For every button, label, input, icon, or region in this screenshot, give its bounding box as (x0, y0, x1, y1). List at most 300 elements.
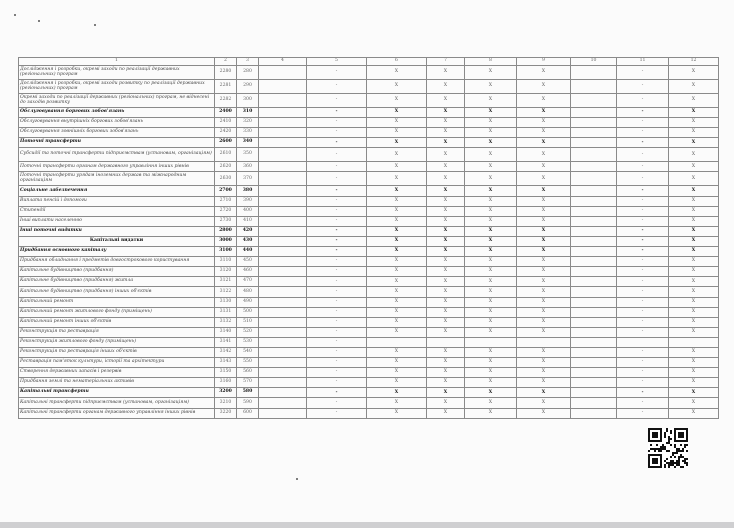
table-row (19, 347, 719, 357)
row-line-number: 600 (237, 408, 259, 418)
row-value-cell: X (669, 172, 719, 186)
row-value-cell: X (517, 196, 571, 206)
row-line-number: 300 (237, 94, 259, 108)
row-value-cell: X (367, 257, 427, 267)
column-number-cell: 4 (259, 58, 307, 66)
row-value-cell: - (617, 108, 669, 118)
row-value-cell: X (517, 206, 571, 216)
row-code: 3122 (215, 287, 237, 297)
row-line-number: 480 (237, 287, 259, 297)
row-value-cell: X (427, 408, 465, 418)
row-code: 2630 (215, 172, 237, 186)
row-line-number: 390 (237, 196, 259, 206)
row-label: Обслуговування зовнішніх боргових зобов'язань (19, 128, 215, 138)
row-value-cell: - (617, 267, 669, 277)
row-value-cell: - (617, 118, 669, 128)
row-value-cell: X (367, 148, 427, 162)
row-line-number: 360 (237, 162, 259, 172)
row-value-cell: X (367, 378, 427, 388)
row-value-cell (465, 337, 517, 347)
row-value-cell: - (617, 128, 669, 138)
row-value-cell: X (517, 408, 571, 418)
row-value-cell: X (465, 128, 517, 138)
row-value-cell: X (465, 297, 517, 307)
row-value-cell: X (465, 347, 517, 357)
row-value-cell: X (517, 368, 571, 378)
row-value-cell: X (517, 162, 571, 172)
row-value-cell: - (307, 247, 367, 257)
row-value-cell (617, 337, 669, 347)
row-value-cell: X (669, 368, 719, 378)
row-value-cell (259, 80, 307, 94)
row-value-cell: X (427, 277, 465, 287)
row-value-cell: X (669, 247, 719, 257)
row-value-cell (571, 247, 617, 257)
column-number-row (19, 58, 719, 66)
row-label: Реставрація пам'яток культури, історії та архітектури (19, 358, 215, 368)
row-value-cell: X (367, 118, 427, 128)
row-code: 2281 (215, 80, 237, 94)
row-value-cell: X (427, 236, 465, 246)
row-value-cell: X (465, 226, 517, 236)
row-code: 2282 (215, 94, 237, 108)
row-value-cell: - (307, 196, 367, 206)
row-code: 2610 (215, 148, 237, 162)
row-value-cell (259, 358, 307, 368)
row-value-cell: X (517, 226, 571, 236)
row-label: Обслуговування внутрішніх боргових зобов'язань (19, 118, 215, 128)
row-value-cell (571, 236, 617, 246)
table-row (19, 277, 719, 287)
row-value-cell (259, 108, 307, 118)
row-label: Капітальні видатки (19, 236, 215, 246)
table-row (19, 66, 719, 80)
row-value-cell: - (617, 347, 669, 357)
row-value-cell: - (307, 368, 367, 378)
row-value-cell (259, 118, 307, 128)
row-value-cell (259, 206, 307, 216)
row-label: Капітальні трансферти підприємствам (установам, організаціям) (19, 398, 215, 408)
row-value-cell: X (465, 257, 517, 267)
row-value-cell: - (617, 94, 669, 108)
row-value-cell: X (367, 388, 427, 398)
row-label: Субсидії та поточні трансферти підприємствам (установам, організаціям) (19, 148, 215, 162)
row-value-cell: - (617, 388, 669, 398)
row-line-number: 580 (237, 388, 259, 398)
row-value-cell: X (427, 358, 465, 368)
row-value-cell: - (617, 307, 669, 317)
row-value-cell (571, 138, 617, 148)
row-value-cell: X (427, 94, 465, 108)
row-value-cell: X (669, 257, 719, 267)
row-code: 2620 (215, 162, 237, 172)
row-value-cell: X (427, 162, 465, 172)
table-row (19, 162, 719, 172)
row-value-cell: X (517, 267, 571, 277)
row-code: 3000 (215, 236, 237, 246)
row-value-cell: X (427, 287, 465, 297)
row-value-cell: X (465, 206, 517, 216)
row-value-cell (571, 267, 617, 277)
row-value-cell: X (517, 236, 571, 246)
row-value-cell: X (669, 307, 719, 317)
row-value-cell (259, 408, 307, 418)
row-value-cell: - (307, 297, 367, 307)
row-code: 2720 (215, 206, 237, 216)
row-value-cell: X (367, 80, 427, 94)
row-value-cell: X (465, 368, 517, 378)
table-row (19, 267, 719, 277)
row-value-cell (259, 148, 307, 162)
row-value-cell: X (427, 216, 465, 226)
row-label: Капітальне будівництво (придбання) інших об'єктів (19, 287, 215, 297)
row-value-cell: X (517, 378, 571, 388)
row-value-cell: X (669, 108, 719, 118)
page-frame-edge (0, 522, 734, 528)
row-value-cell (571, 317, 617, 327)
row-value-cell (259, 287, 307, 297)
row-value-cell: - (307, 358, 367, 368)
row-value-cell: X (669, 186, 719, 196)
scan-speck (14, 14, 16, 16)
table-row (19, 216, 719, 226)
row-code: 3143 (215, 358, 237, 368)
row-value-cell (259, 307, 307, 317)
row-code: 2600 (215, 138, 237, 148)
row-value-cell: X (465, 118, 517, 128)
row-value-cell: X (465, 162, 517, 172)
row-value-cell: X (669, 267, 719, 277)
row-value-cell (571, 297, 617, 307)
row-value-cell: X (427, 118, 465, 128)
row-value-cell (367, 337, 427, 347)
row-line-number: 330 (237, 128, 259, 138)
row-value-cell: X (465, 267, 517, 277)
column-number-cell: 2 (215, 58, 237, 66)
column-number-cell: 7 (427, 58, 465, 66)
row-value-cell: - (617, 148, 669, 162)
row-value-cell: - (307, 378, 367, 388)
row-label: Капітальні трансферти (19, 388, 215, 398)
row-value-cell: X (367, 358, 427, 368)
row-value-cell: X (465, 327, 517, 337)
row-code: 3150 (215, 368, 237, 378)
column-number-cell: 1 (19, 58, 215, 66)
row-value-cell: X (517, 257, 571, 267)
row-value-cell: - (307, 186, 367, 196)
row-value-cell: X (669, 327, 719, 337)
row-code: 2420 (215, 128, 237, 138)
row-value-cell: X (427, 108, 465, 118)
row-value-cell (571, 128, 617, 138)
row-value-cell: - (617, 138, 669, 148)
row-value-cell: - (617, 172, 669, 186)
row-value-cell (259, 368, 307, 378)
row-value-cell: - (307, 317, 367, 327)
row-value-cell: - (617, 226, 669, 236)
row-value-cell: X (367, 108, 427, 118)
row-value-cell: X (669, 297, 719, 307)
row-code: 3142 (215, 347, 237, 357)
row-value-cell: - (307, 398, 367, 408)
row-value-cell (571, 337, 617, 347)
row-value-cell: - (307, 236, 367, 246)
row-line-number: 380 (237, 186, 259, 196)
row-line-number: 400 (237, 206, 259, 216)
row-line-number: 290 (237, 80, 259, 94)
qr-code (648, 428, 688, 468)
row-line-number: 520 (237, 327, 259, 337)
row-value-cell: X (465, 94, 517, 108)
table-row (19, 297, 719, 307)
row-label: Інші поточні видатки (19, 226, 215, 236)
row-value-cell: X (367, 247, 427, 257)
row-value-cell: X (465, 80, 517, 94)
row-label: Виплата пенсій і допомоги (19, 196, 215, 206)
table-row (19, 398, 719, 408)
row-value-cell: - (307, 327, 367, 337)
row-value-cell (571, 216, 617, 226)
row-value-cell: X (367, 226, 427, 236)
table-row (19, 257, 719, 267)
scan-speck (296, 478, 298, 480)
row-value-cell: - (617, 236, 669, 246)
row-value-cell: X (465, 388, 517, 398)
scan-speck (38, 20, 40, 22)
row-value-cell: X (427, 80, 465, 94)
row-value-cell: X (367, 216, 427, 226)
row-line-number: 350 (237, 148, 259, 162)
table-row (19, 378, 719, 388)
row-value-cell (517, 337, 571, 347)
row-value-cell (259, 186, 307, 196)
row-value-cell: - (307, 337, 367, 347)
row-value-cell: X (517, 297, 571, 307)
row-code: 2410 (215, 118, 237, 128)
row-line-number: 370 (237, 172, 259, 186)
row-value-cell: X (517, 398, 571, 408)
row-value-cell: - (307, 216, 367, 226)
row-value-cell: - (307, 307, 367, 317)
row-value-cell: X (669, 358, 719, 368)
row-value-cell: X (427, 368, 465, 378)
row-value-cell (259, 128, 307, 138)
row-value-cell: X (465, 358, 517, 368)
table-row (19, 358, 719, 368)
row-value-cell: X (517, 317, 571, 327)
row-label: Придбання землі та нематеріальних активів (19, 378, 215, 388)
row-code: 3210 (215, 398, 237, 408)
row-line-number: 340 (237, 138, 259, 148)
row-value-cell: - (307, 408, 367, 418)
row-value-cell (259, 247, 307, 257)
row-line-number: 320 (237, 118, 259, 128)
table-row (19, 236, 719, 246)
row-code: 3140 (215, 327, 237, 337)
row-line-number: 500 (237, 307, 259, 317)
row-value-cell: X (465, 398, 517, 408)
row-value-cell: X (465, 196, 517, 206)
row-value-cell: X (669, 94, 719, 108)
row-value-cell (571, 378, 617, 388)
row-line-number: 280 (237, 66, 259, 80)
row-label: Капітальне будівництво (придбання) (19, 267, 215, 277)
row-value-cell: - (307, 257, 367, 267)
column-number-cell: 6 (367, 58, 427, 66)
table-row (19, 327, 719, 337)
row-value-cell: X (465, 138, 517, 148)
row-code: 3110 (215, 257, 237, 267)
row-value-cell (259, 297, 307, 307)
row-line-number: 590 (237, 398, 259, 408)
row-value-cell: X (517, 186, 571, 196)
row-value-cell (571, 358, 617, 368)
table-row (19, 118, 719, 128)
row-value-cell: X (669, 138, 719, 148)
row-code: 3220 (215, 408, 237, 418)
row-value-cell: X (517, 307, 571, 317)
row-value-cell: - (307, 148, 367, 162)
row-value-cell (571, 277, 617, 287)
row-value-cell: X (367, 398, 427, 408)
row-label: Стипендії (19, 206, 215, 216)
row-value-cell: - (307, 206, 367, 216)
row-value-cell: - (617, 277, 669, 287)
row-value-cell: X (669, 388, 719, 398)
row-label: Поточні трансферти (19, 138, 215, 148)
row-value-cell (571, 186, 617, 196)
row-label: Окремі заходи по реалізації державних (регіональних) програм, не віднесені до заходів розвитку (19, 94, 215, 108)
row-value-cell: X (367, 347, 427, 357)
row-line-number: 410 (237, 216, 259, 226)
table-row (19, 337, 719, 347)
row-code: 3200 (215, 388, 237, 398)
row-value-cell: - (617, 196, 669, 206)
row-value-cell: X (517, 347, 571, 357)
row-code: 2710 (215, 196, 237, 206)
row-value-cell (571, 327, 617, 337)
row-value-cell: - (617, 368, 669, 378)
row-value-cell: X (427, 186, 465, 196)
row-line-number: 540 (237, 347, 259, 357)
row-label: Капітальні трансферти органам державного управління інших рівнів (19, 408, 215, 418)
table-row (19, 307, 719, 317)
row-value-cell (571, 162, 617, 172)
row-value-cell: X (517, 148, 571, 162)
row-label: Поточні трансферти органам державного управління інших рівнів (19, 162, 215, 172)
row-value-cell (571, 347, 617, 357)
row-value-cell: - (307, 138, 367, 148)
row-value-cell: X (367, 317, 427, 327)
row-value-cell: X (669, 378, 719, 388)
row-value-cell: X (367, 206, 427, 216)
table-row (19, 317, 719, 327)
row-value-cell: X (669, 277, 719, 287)
row-value-cell: X (517, 94, 571, 108)
column-number-cell: 10 (571, 58, 617, 66)
row-value-cell: X (427, 128, 465, 138)
row-code: 3160 (215, 378, 237, 388)
row-value-cell (259, 172, 307, 186)
row-value-cell: - (307, 128, 367, 138)
row-label: Реконструкція та реставрація інших об'єктів (19, 347, 215, 357)
row-value-cell: X (427, 307, 465, 317)
row-value-cell: X (517, 118, 571, 128)
row-value-cell: - (307, 347, 367, 357)
scan-speck (94, 24, 96, 26)
row-value-cell: - (307, 118, 367, 128)
row-value-cell: X (427, 257, 465, 267)
row-value-cell: - (307, 287, 367, 297)
row-value-cell: X (367, 287, 427, 297)
row-value-cell: - (617, 408, 669, 418)
row-value-cell: X (669, 226, 719, 236)
row-value-cell: X (669, 317, 719, 327)
row-value-cell: - (617, 66, 669, 80)
row-label: Поточні трансферти урядам іноземних держав та міжнародним організаціям (19, 172, 215, 186)
row-value-cell (571, 94, 617, 108)
row-value-cell: X (367, 94, 427, 108)
row-value-cell: X (367, 277, 427, 287)
row-value-cell: X (517, 247, 571, 257)
row-value-cell: X (427, 398, 465, 408)
row-value-cell (259, 398, 307, 408)
row-value-cell: X (669, 216, 719, 226)
row-value-cell (571, 118, 617, 128)
row-value-cell: - (617, 247, 669, 257)
row-line-number: 430 (237, 236, 259, 246)
row-value-cell (571, 196, 617, 206)
row-value-cell (571, 408, 617, 418)
table-row (19, 388, 719, 398)
row-value-cell: X (367, 236, 427, 246)
row-value-cell: - (617, 80, 669, 94)
row-value-cell: X (517, 327, 571, 337)
row-value-cell: - (307, 277, 367, 287)
row-value-cell: X (465, 108, 517, 118)
row-value-cell (259, 216, 307, 226)
row-value-cell (259, 66, 307, 80)
table-row (19, 408, 719, 418)
row-value-cell: X (517, 128, 571, 138)
row-value-cell: - (617, 327, 669, 337)
row-value-cell: X (427, 317, 465, 327)
row-value-cell (427, 337, 465, 347)
column-number-cell: 11 (617, 58, 669, 66)
row-value-cell: - (617, 186, 669, 196)
row-code: 2800 (215, 226, 237, 236)
row-value-cell: X (669, 236, 719, 246)
row-value-cell: - (617, 317, 669, 327)
row-line-number: 550 (237, 358, 259, 368)
row-value-cell: - (617, 358, 669, 368)
row-line-number: 450 (237, 257, 259, 267)
row-value-cell: X (517, 358, 571, 368)
row-value-cell: X (427, 347, 465, 357)
row-value-cell: - (617, 398, 669, 408)
row-value-cell: X (517, 66, 571, 80)
row-code: 3130 (215, 297, 237, 307)
row-line-number: 560 (237, 368, 259, 378)
row-code: 3100 (215, 247, 237, 257)
row-label: Капітальний ремонт (19, 297, 215, 307)
budget-table (18, 57, 719, 419)
row-value-cell: X (517, 80, 571, 94)
row-value-cell: X (427, 66, 465, 80)
row-value-cell: X (669, 66, 719, 80)
row-value-cell (571, 172, 617, 186)
row-label: Реконструкція та реставрація (19, 327, 215, 337)
